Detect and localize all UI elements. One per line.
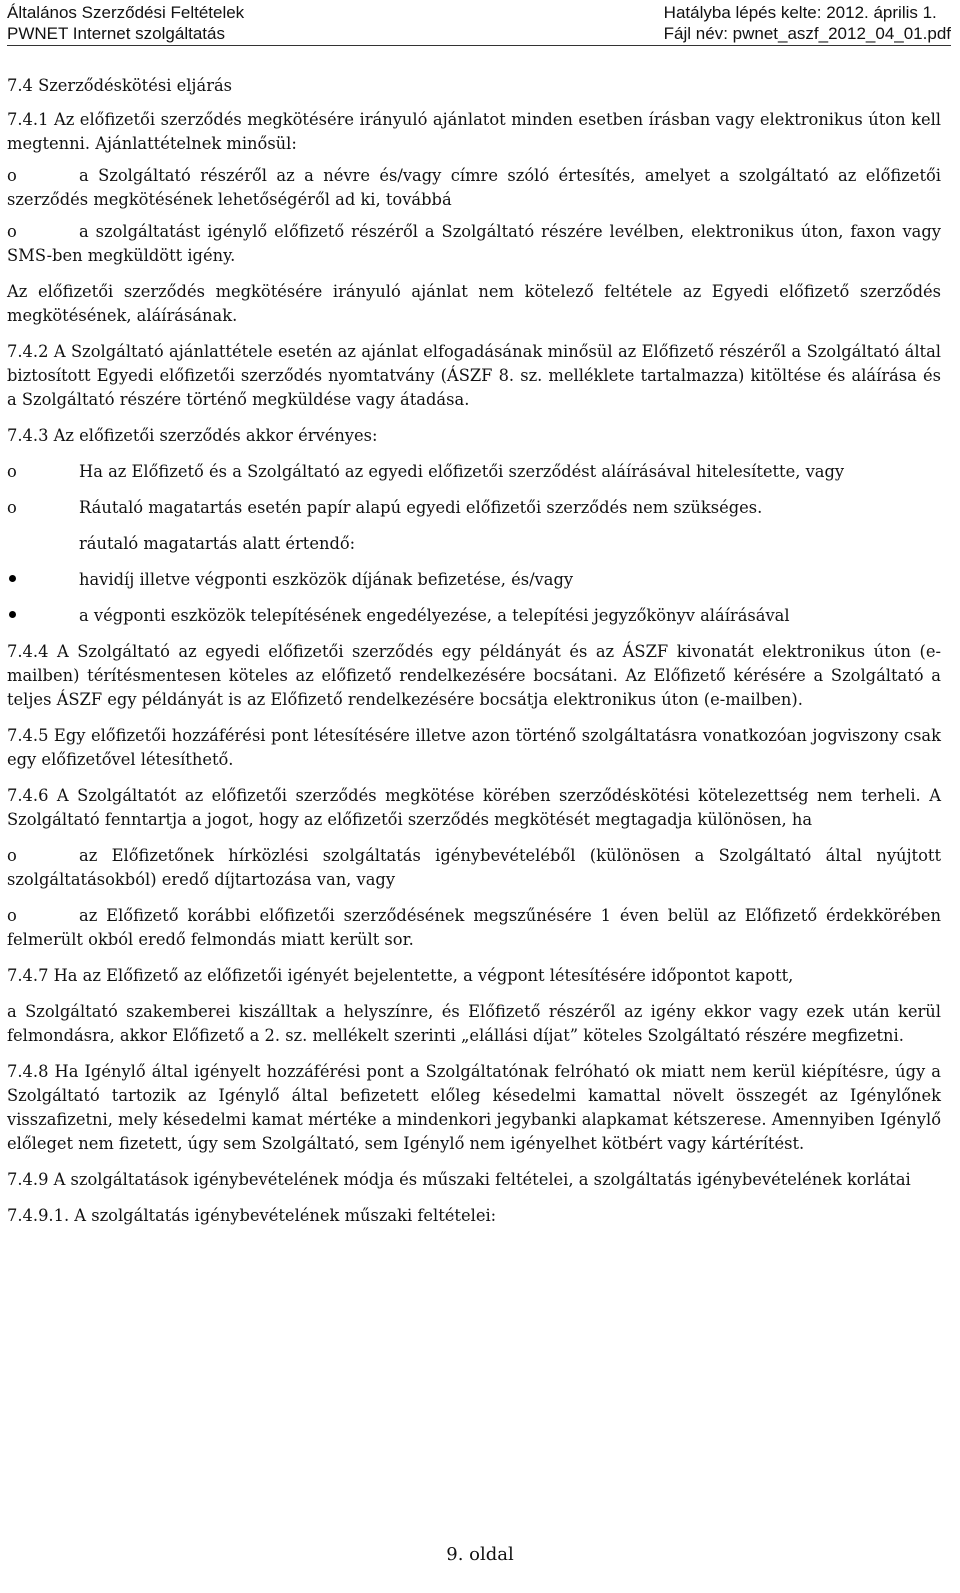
page-number: 9. oldal — [446, 1544, 514, 1565]
header-right — [664, 2, 951, 44]
paragraph-7-4-5: 7.4.5 Egy előfizetői hozzáférési pont létesítésére illetve azon történő szolgáltatásra vonatkozóan jogviszony csak egy előfizetővel létesíthető. — [7, 726, 941, 769]
bullet-item — [7, 604, 941, 628]
list-marker: o — [7, 498, 17, 517]
list-marker: o — [7, 462, 17, 481]
paragraph-7-4-2: 7.4.2 A Szolgáltató ajánlattétele esetén az ajánlat elfogadásának minősül az Előfizető részéről a Szolgáltató által biztosított Egyedi előfizetői szerződés nyomtatvány (ÁSZF 8. sz. melléklete tartalmazza) kitöltése és aláírása és a Szolgáltató részére történő megküldése vagy átadása. — [7, 342, 941, 409]
paragraph-7-4-6: 7.4.6 A Szolgáltatót az előfizetői szerződés megkötése körében szerződéskötési kötelezettség nem terheli. A Szolgáltató fenntartja a jogot, hogy az előfizetői szerződés megkötését megtagadja különösen, ha — [7, 786, 941, 829]
paragraph-7-4-7-cont: a Szolgáltató szakemberei kiszálltak a helyszínre, és Előfizető részéről az igény ekkor vagy ezek után kerül felmondásra, akkor Előfizető a 2. sz. mellékelt szerinti „elállási díjat” köteles Szolgáltató részére megfizetni. — [7, 1002, 941, 1045]
paragraph-7-4-9: 7.4.9 A szolgáltatások igénybevételének módja és műszaki feltételei, a szolgáltatás igénybevételének korlátai — [7, 1170, 911, 1189]
list-marker: o — [7, 846, 17, 865]
paragraph-7-4-1-note: Az előfizetői szerződés megkötésére irányuló ajánlat nem kötelező feltétele az Egyedi előfizető szerződés megkötésének, aláírásának. — [7, 282, 941, 325]
list-marker: o — [7, 166, 17, 185]
list-item — [7, 164, 941, 212]
header-doc-title: Általános Szerződési Feltételek — [7, 3, 245, 22]
document-body — [7, 74, 941, 1240]
paragraph-7-4-9-1: 7.4.9.1. A szolgáltatás igénybevételének műszaki feltételei: — [7, 1206, 497, 1225]
paragraph-7-4-7: 7.4.7 Ha az Előfizető az előfizetői igényét bejelentette, a végpont létesítésére időpontot kapott, — [7, 966, 794, 985]
list-item — [7, 220, 941, 268]
bullet-item-text: a végponti eszközök telepítésének engedélyezése, a telepítési jegyzőkönyv aláírásával — [79, 606, 790, 625]
section-heading: 7.4 Szerződéskötési eljárás — [7, 76, 233, 95]
paragraph-7-4-3: 7.4.3 Az előfizetői szerződés akkor érvényes: — [7, 426, 378, 445]
list-item-text: az Előfizető korábbi előfizetői szerződésének megszűnésére 1 éven belül az Előfizető érdekkörében felmerült okból eredő felmondás miatt került sor. — [7, 906, 941, 949]
list-marker: o — [7, 906, 17, 925]
list-item-text: az Előfizetőnek hírközlési szolgáltatás igénybevételéből (különösen a Szolgáltató által nyújtott szolgáltatásokból) eredő díjtartozása van, vagy — [7, 846, 941, 889]
list-marker: o — [7, 222, 17, 241]
bullet-icon — [9, 611, 16, 618]
paragraph-7-4-8: 7.4.8 Ha Igénylő által igényelt hozzáférési pont a Szolgáltatónak felróható ok miatt nem kerül kiépítésre, úgy a Szolgáltató tartozik az Igénylő által befizetett előleg késedelmi kamattal növelt összegét az Igénylőnek visszafizetni, mely késedelmi kamat mértéke a mindenkori jegybanki alapkamat kétszerese. Amennyiben Igénylő előleget nem fizetett, úgy sem Szolgáltató, sem Igénylő nem igényelhet kötbért vagy kártérítést. — [7, 1062, 941, 1153]
list-item-text: Ha az Előfizető és a Szolgáltató az egyedi előfizetői szerződést aláírásával hitelesítette, vagy — [79, 462, 845, 481]
list-item-text: a szolgáltatást igénylő előfizető részéről a Szolgáltató részére levélben, elektronikus úton, faxon vagy SMS-ben megküldött igény. — [7, 222, 941, 265]
bullet-item-text: havidíj illetve végponti eszközök díjának befizetése, és/vagy — [79, 570, 574, 589]
bullet-item — [7, 568, 941, 592]
paragraph-7-4-1: 7.4.1 Az előfizetői szerződés megkötésére irányuló ajánlatot minden esetben írásban vagy elektronikus úton kell megtenni. Ajánlattételnek minősül: — [7, 110, 941, 153]
list-item — [7, 460, 941, 484]
list-item — [7, 496, 941, 520]
header-service-name: PWNET Internet szolgáltatás — [7, 24, 225, 43]
list-item — [7, 844, 941, 892]
subheading-implied-conduct: ráutaló magatartás alatt értendő: — [79, 534, 356, 553]
paragraph-7-4-4: 7.4.4 A Szolgáltató az egyedi előfizetői szerződés egy példányát és az ÁSZF kivonatát elektronikus úton (e-mailben) térítésmentesen köteles az előfizető rendelkezésére bocsátani. Az Előfizető kérésére a Szolgáltató a teljes ÁSZF egy példányát is az Előfizető rendelkezésére bocsátja elektronikus úton (e-mailben). — [7, 642, 941, 709]
header-divider — [7, 45, 951, 46]
list-item-text: a Szolgáltató részéről az a névre és/vagy címre szóló értesítés, amelyet a szolgáltató az előfizetői szerződés megkötésének lehetőségéről ad ki, továbbá — [7, 166, 941, 209]
header-file-name: Fájl név: pwnet_aszf_2012_04_01.pdf — [663, 24, 951, 43]
list-item-text: Ráutaló magatartás esetén papír alapú egyedi előfizetői szerződés nem szükséges. — [79, 498, 763, 517]
header-effective-date: Hatályba lépés kelte: 2012. április 1. — [663, 3, 937, 22]
bullet-icon — [9, 575, 16, 582]
header-left — [7, 2, 244, 44]
list-item — [7, 904, 941, 952]
